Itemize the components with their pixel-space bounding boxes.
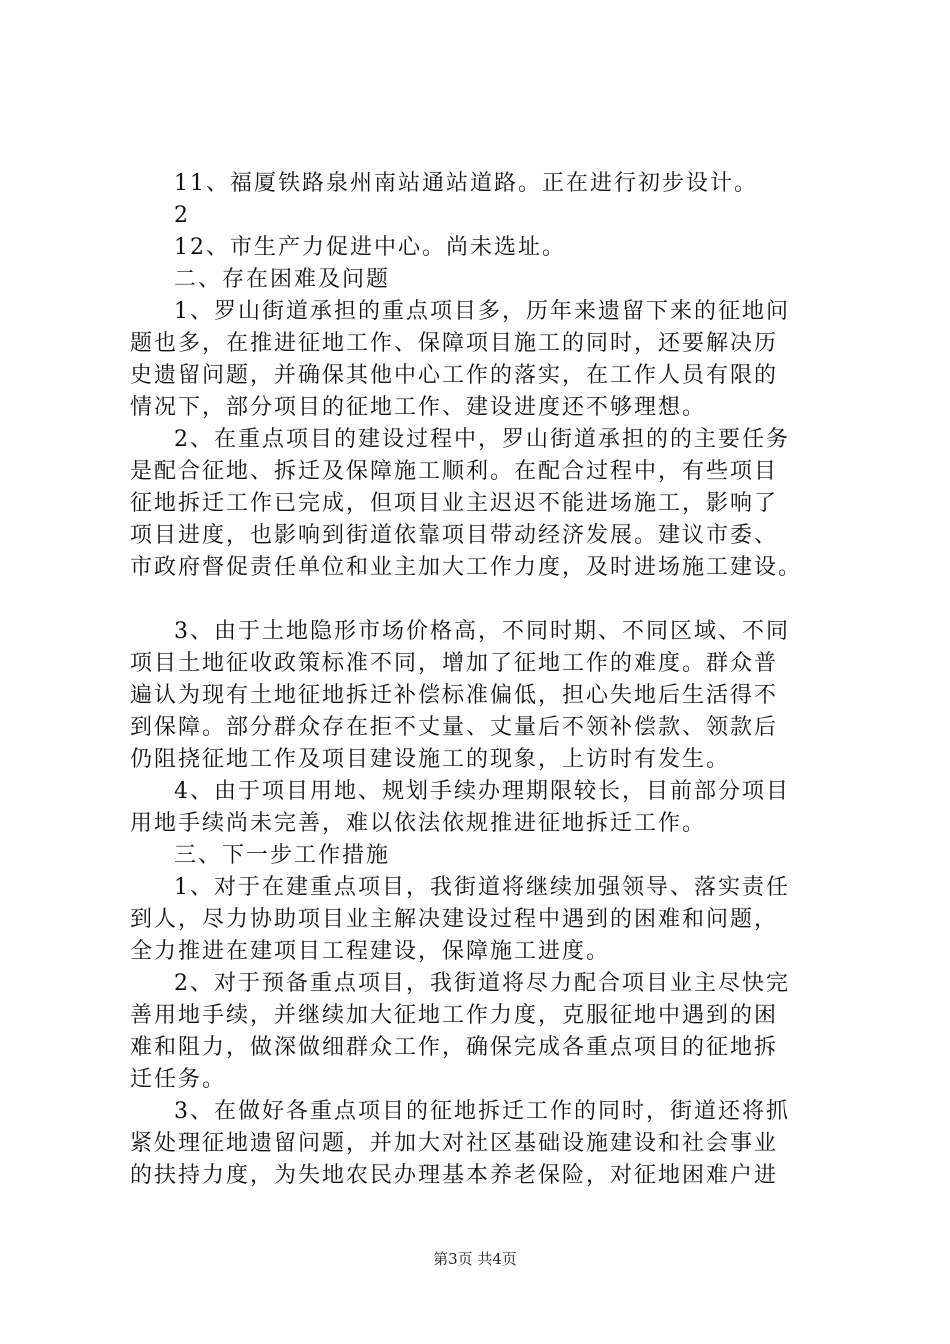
- page-footer: 第3页 共4页: [433, 1250, 517, 1268]
- text-line: 到人，尽力协助项目业主解决建设过程中遇到的困难和问题，: [130, 907, 779, 932]
- text-line: 史遗留问题，并确保其他中心工作的落实，在工作人员有限的: [130, 363, 779, 388]
- text-line: 情况下，部分项目的征地工作、建设进度还不够理想。: [130, 395, 707, 420]
- section-heading: 二、存在困难及问题: [174, 267, 391, 292]
- text-line: 难和阻力，做深做细群众工作，确保完成各重点项目的征地拆: [130, 1035, 779, 1060]
- text-line: 题也多，在推进征地工作、保障项目施工的同时，还要解决历: [130, 331, 779, 356]
- text-line: 仍阻挠征地工作及项目建设施工的现象，上访时有发生。: [130, 747, 731, 772]
- text-line: 3、由于土地隐形市场价格高，不同时期、不同区域、不同: [174, 619, 790, 644]
- text-line: 2、对于预备重点项目，我街道将尽力配合项目业主尽快完: [174, 971, 790, 996]
- text-line: 全力推进在建项目工程建设，保障施工进度。: [130, 939, 611, 964]
- text-line: 12、市生产力促进中心。尚未选址。: [174, 235, 566, 260]
- paragraph-gap: [130, 584, 830, 616]
- text-line: 2: [174, 203, 190, 228]
- text-line: 紧处理征地遗留问题，并加大对社区基础设施建设和社会事业: [130, 1131, 779, 1156]
- text-line: 遍认为现有土地征地拆迁补偿标准偏低，担心失地后生活得不: [130, 683, 779, 708]
- text-line: 征地拆迁工作已完成，但项目业主迟迟不能进场施工，影响了: [130, 491, 779, 516]
- text-line: 2、在重点项目的建设过程中，罗山街道承担的的主要任务: [174, 427, 790, 452]
- document-body: [130, 168, 830, 1192]
- text-line: 到保障。部分群众存在拒不丈量、丈量后不领补偿款、领款后: [130, 715, 779, 740]
- text-line: 1、对于在建重点项目，我街道将继续加强领导、落实责任: [174, 875, 790, 900]
- text-line: 4、由于项目用地、规划手续办理期限较长，目前部分项目: [174, 779, 790, 804]
- section-heading: 三、下一步工作措施: [174, 843, 391, 868]
- text-line: 1、罗山街道承担的重点项目多，历年来遗留下来的征地问: [174, 299, 790, 324]
- text-line: 是配合征地、拆迁及保障施工顺利。在配合过程中，有些项目: [130, 459, 779, 484]
- text-line: 迁任务。: [130, 1067, 227, 1092]
- text-line: 善用地手续，并继续加大征地工作力度，克服征地中遇到的困: [130, 1003, 779, 1028]
- text-line: 3、在做好各重点项目的征地拆迁工作的同时，街道还将抓: [174, 1099, 790, 1124]
- text-line: 11、福厦铁路泉州南站通站道路。正在进行初步设计。: [174, 171, 758, 196]
- text-line: 项目进度，也影响到街道依靠项目带动经济发展。建议市委、: [130, 523, 779, 548]
- text-line: 用地手续尚未完善，难以依法依规推进征地拆迁工作。: [130, 811, 707, 836]
- text-line: 市政府督促责任单位和业主加大工作力度，及时进场施工建设。: [130, 555, 803, 580]
- text-line: 项目土地征收政策标准不同，增加了征地工作的难度。群众普: [130, 651, 779, 676]
- text-line: 的扶持力度，为失地农民办理基本养老保险，对征地困难户进: [130, 1163, 779, 1188]
